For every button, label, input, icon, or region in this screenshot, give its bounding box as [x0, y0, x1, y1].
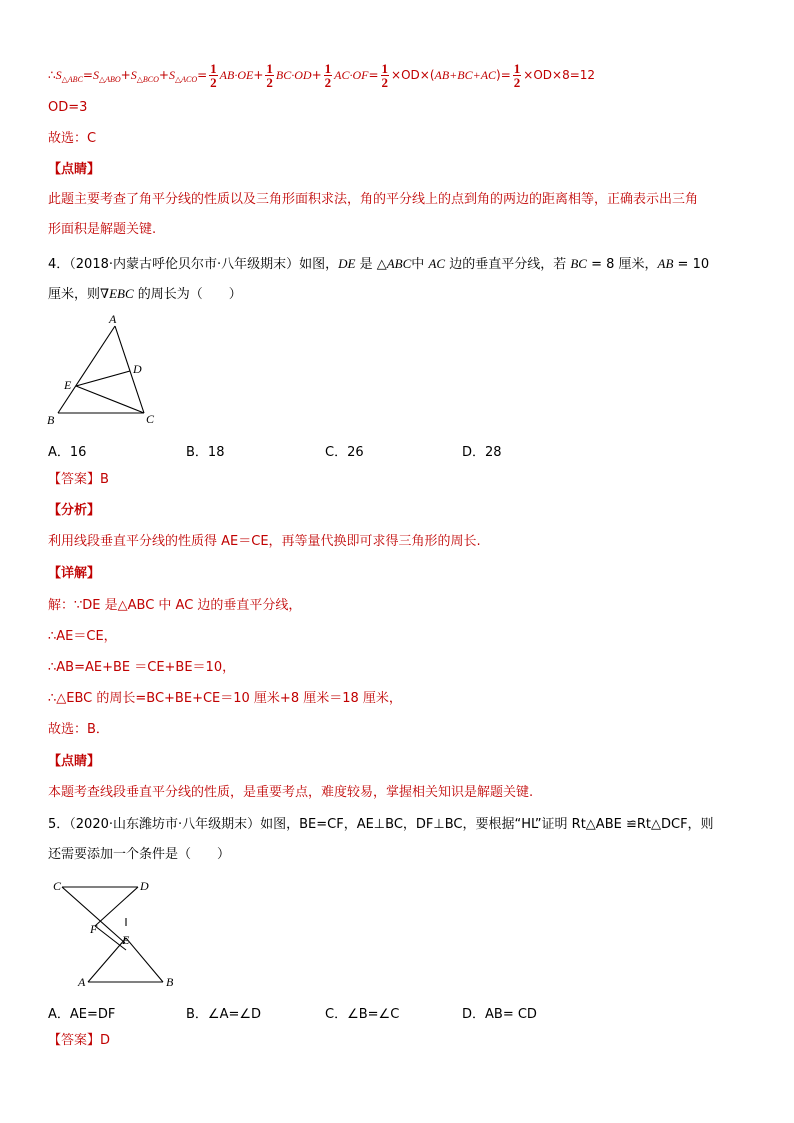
label-a: A	[109, 312, 117, 326]
choice-line: 故选：C	[48, 131, 97, 146]
label-c: C	[53, 879, 62, 893]
label-e: E	[64, 378, 72, 392]
q4-detail-3: ∴AB=AE+BE ＝CE+BE＝10，	[48, 660, 236, 675]
q4-option-d[interactable]: D．28	[462, 445, 502, 460]
q4-comment-text: 本题考查线段垂直平分线的性质，是重要考点，难度较易，掌握相关知识是解题关键.	[48, 785, 534, 800]
q5-option-c[interactable]: C．∠B=∠C	[325, 1007, 400, 1022]
segment-ec	[76, 386, 144, 413]
q5-option-b[interactable]: B．∠A=∠D	[186, 1007, 262, 1022]
label-c: C	[146, 412, 155, 426]
q4-answer: 【答案】B	[48, 472, 109, 487]
q4-detail-5: 故选：B．	[48, 722, 109, 737]
label-b: B	[166, 975, 174, 989]
q5-figure	[40, 870, 190, 995]
segment-eb	[126, 938, 163, 982]
area-formula-line: $\therefore S_{\triangle ABC}=S_{\triangle ABO}+S_{\triangle BCO}+S_{\triangle ACO}=$ $\frac{1}{2}$ AB·OE+ $\frac{1}{2}$ BC·OD+ $\frac{1}{2}$ AC·OF= $\frac{1}{2}$ ×OD×(AB+BC+AC)= $\frac{1}{2}$ ×OD×8=12	[48, 61, 596, 90]
q4-option-c[interactable]: C．26	[325, 445, 364, 460]
comment-text-1: 此题主要考查了角平分线的性质以及三角形面积求法，角的平分线上的点到角的两边的距离相等，正确表示出三角	[48, 192, 699, 207]
q4-detail-1: 解：∵DE 是△ABC 中 AC 边的垂直平分线，	[48, 598, 302, 613]
side-ab	[58, 326, 115, 413]
segment-ea	[88, 938, 126, 982]
q5-option-a[interactable]: A．AE=DF	[48, 1007, 116, 1022]
q4-detail-2: ∴AE＝CE，	[48, 629, 117, 644]
q4-option-b[interactable]: B．18	[186, 445, 225, 460]
fraction-half: $\frac{1}{2}$	[381, 61, 389, 90]
q5-option-d[interactable]: D．AB= CD	[462, 1007, 537, 1022]
fraction-half: $\frac{1}{2}$	[324, 61, 332, 90]
q4-comment-heading: 【点睛】	[48, 754, 101, 769]
q5-stem-line-1: 5．（2020·山东潍坊市·八年级期末）如图，BE=CF，AE⊥BC，DF⊥BC，要根据“HL”证明 Rt△ABE ≌Rt△DCF，则	[48, 817, 714, 832]
label-f: F	[90, 922, 98, 936]
comment-heading: 【点睛】	[48, 162, 101, 177]
segment-df	[95, 887, 138, 926]
q5-answer: 【答案】D	[48, 1033, 111, 1048]
q4-stem-line-2: 厘米，则∇EBC 的周长为（ ）	[48, 286, 242, 302]
q4-detail-heading: 【详解】	[48, 566, 101, 581]
label-d: D	[133, 362, 142, 376]
q4-stem-line-1: 4．（2018·内蒙古呼伦贝尔市·八年级期末）如图，DE 是 △ABC中 AC 边的垂直平分线，若 BC = 8 厘米，AB = 10	[48, 256, 710, 272]
fraction-half: $\frac{1}{2}$	[513, 61, 521, 90]
label-a: A	[78, 975, 86, 989]
q4-triangle-figure	[40, 310, 170, 430]
q4-option-a[interactable]: A．16	[48, 445, 87, 460]
label-d: D	[140, 879, 149, 893]
fraction-half: $\frac{1}{2}$	[266, 61, 273, 90]
comment-text-2: 形面积是解题关键.	[48, 222, 157, 237]
fraction-half: $\frac{1}{2}$	[210, 61, 217, 90]
q4-detail-4: ∴△EBC 的周长=BC+BE+CE＝10 厘米+8 厘米＝18 厘米，	[48, 691, 402, 706]
q5-stem-line-2: 还需要添加一个条件是（ ）	[48, 847, 231, 862]
od-result: OD=3	[48, 100, 88, 115]
label-b: B	[47, 413, 55, 427]
q4-analysis-heading: 【分析】	[48, 503, 101, 518]
q4-analysis-text: 利用线段垂直平分线的性质得 AE＝CE，再等量代换即可求得三角形的周长.	[48, 534, 481, 549]
label-e: E	[122, 933, 130, 947]
